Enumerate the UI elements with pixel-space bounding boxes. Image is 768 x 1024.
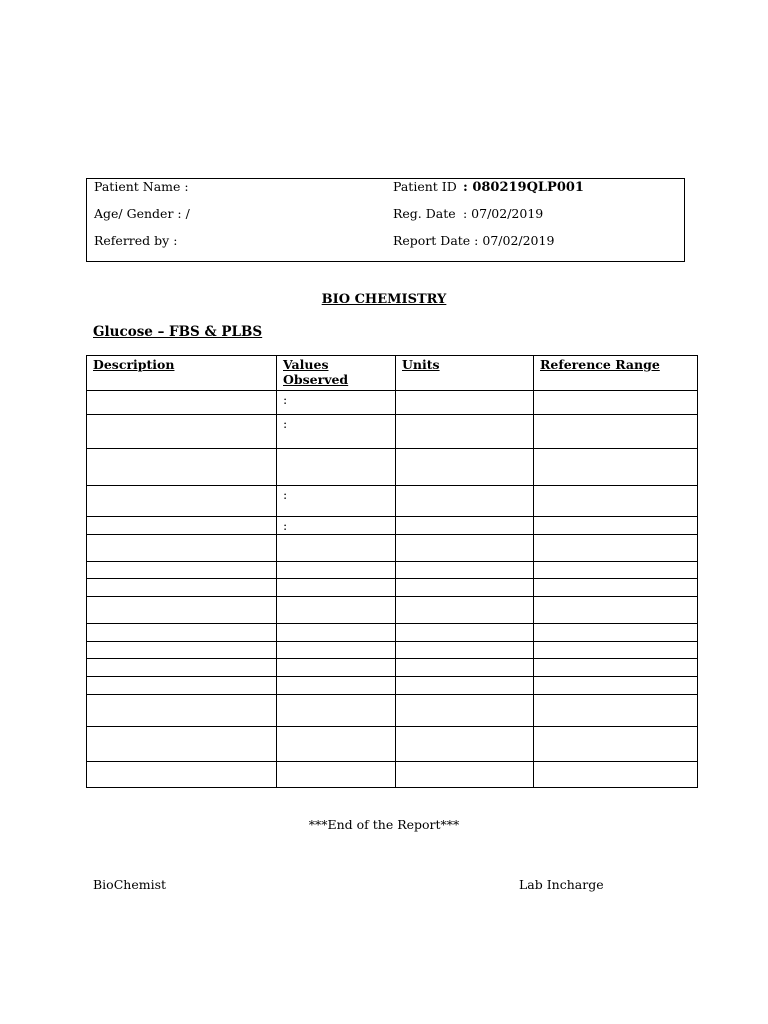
reg-date-value: : 07/02/2019: [463, 206, 544, 221]
cell-units: [396, 517, 534, 535]
patient-id-line: [393, 179, 584, 196]
cell-value: [277, 659, 396, 677]
reg-date-line: [393, 206, 543, 222]
table-row: [87, 535, 698, 562]
table-row: [87, 659, 698, 677]
cell-units: [396, 597, 534, 624]
cell-units: [396, 486, 534, 517]
patient-name-label: Patient Name :: [94, 179, 189, 194]
cell-description: [87, 695, 277, 727]
table-row: [87, 562, 698, 579]
table-body: [87, 391, 698, 788]
cell-value: :: [277, 391, 396, 415]
cell-reference-range: [534, 695, 698, 727]
cell-value: [277, 727, 396, 762]
cell-value: :: [277, 517, 396, 535]
cell-units: [396, 535, 534, 562]
cell-description: [87, 597, 277, 624]
cell-description: [87, 535, 277, 562]
cell-description: [87, 391, 277, 415]
signature-biochemist: BioChemist: [93, 877, 167, 892]
table-row: [87, 677, 698, 695]
table-row: [87, 695, 698, 727]
table-row: [87, 486, 698, 517]
cell-reference-range: [534, 624, 698, 642]
cell-value: [277, 695, 396, 727]
table-row: [87, 449, 698, 486]
cell-units: [396, 391, 534, 415]
header-reference-range: Reference Range: [534, 356, 698, 391]
cell-units: [396, 659, 534, 677]
cell-value: :: [277, 486, 396, 517]
cell-value: [277, 562, 396, 579]
patient-id-label: Patient ID: [393, 179, 457, 194]
cell-reference-range: [534, 449, 698, 486]
cell-reference-range: [534, 486, 698, 517]
cell-description: [87, 677, 277, 695]
header-values-observed: Values Observed: [277, 356, 396, 391]
patient-info-box: [86, 178, 685, 262]
table-row: [87, 727, 698, 762]
cell-reference-range: [534, 562, 698, 579]
cell-units: [396, 624, 534, 642]
end-of-report: ***End of the Report***: [308, 817, 460, 832]
cell-description: [87, 415, 277, 449]
cell-description: [87, 562, 277, 579]
table-row: [87, 597, 698, 624]
table-row: [87, 624, 698, 642]
referred-by-label: Referred by :: [94, 233, 178, 248]
cell-value: [277, 624, 396, 642]
table-row: [87, 642, 698, 659]
test-title: Glucose – FBS & PLBS: [93, 324, 263, 340]
cell-units: [396, 579, 534, 597]
cell-units: [396, 415, 534, 449]
cell-reference-range: [534, 677, 698, 695]
cell-units: [396, 762, 534, 788]
reg-date-label: Reg. Date: [393, 206, 456, 221]
cell-description: [87, 624, 277, 642]
section-title: BIO CHEMISTRY: [321, 292, 447, 307]
age-gender-label: Age/ Gender : /: [94, 206, 190, 221]
cell-units: [396, 677, 534, 695]
table-row: [87, 391, 698, 415]
table-row: [87, 579, 698, 597]
cell-description: [87, 517, 277, 535]
cell-value: [277, 449, 396, 486]
cell-units: [396, 562, 534, 579]
cell-description: [87, 727, 277, 762]
cell-reference-range: [534, 391, 698, 415]
header-description: Description: [87, 356, 277, 391]
cell-description: [87, 486, 277, 517]
cell-value: [277, 535, 396, 562]
report-date-value: 07/02/2019: [482, 233, 555, 248]
cell-units: [396, 449, 534, 486]
cell-reference-range: [534, 579, 698, 597]
report-date-line: [393, 233, 554, 249]
table-row: [87, 762, 698, 788]
cell-description: [87, 659, 277, 677]
cell-value: [277, 642, 396, 659]
cell-value: [277, 677, 396, 695]
cell-reference-range: [534, 659, 698, 677]
report-date-label: Report Date :: [393, 233, 479, 248]
cell-reference-range: [534, 415, 698, 449]
patient-id-value: : 080219QLP001: [463, 180, 584, 195]
cell-units: [396, 727, 534, 762]
cell-reference-range: [534, 517, 698, 535]
cell-units: [396, 695, 534, 727]
cell-value: :: [277, 415, 396, 449]
cell-value: [277, 579, 396, 597]
header-units: Units: [396, 356, 534, 391]
cell-value: [277, 597, 396, 624]
cell-description: [87, 579, 277, 597]
cell-reference-range: [534, 597, 698, 624]
cell-description: [87, 762, 277, 788]
results-table: [86, 355, 698, 788]
signature-lab-incharge: Lab Incharge: [519, 877, 604, 892]
cell-reference-range: [534, 642, 698, 659]
cell-units: [396, 642, 534, 659]
table-row: [87, 415, 698, 449]
cell-reference-range: [534, 535, 698, 562]
cell-reference-range: [534, 727, 698, 762]
cell-reference-range: [534, 762, 698, 788]
table-row: [87, 517, 698, 535]
cell-description: [87, 642, 277, 659]
cell-value: [277, 762, 396, 788]
table-header-row: [87, 356, 698, 391]
cell-description: [87, 449, 277, 486]
